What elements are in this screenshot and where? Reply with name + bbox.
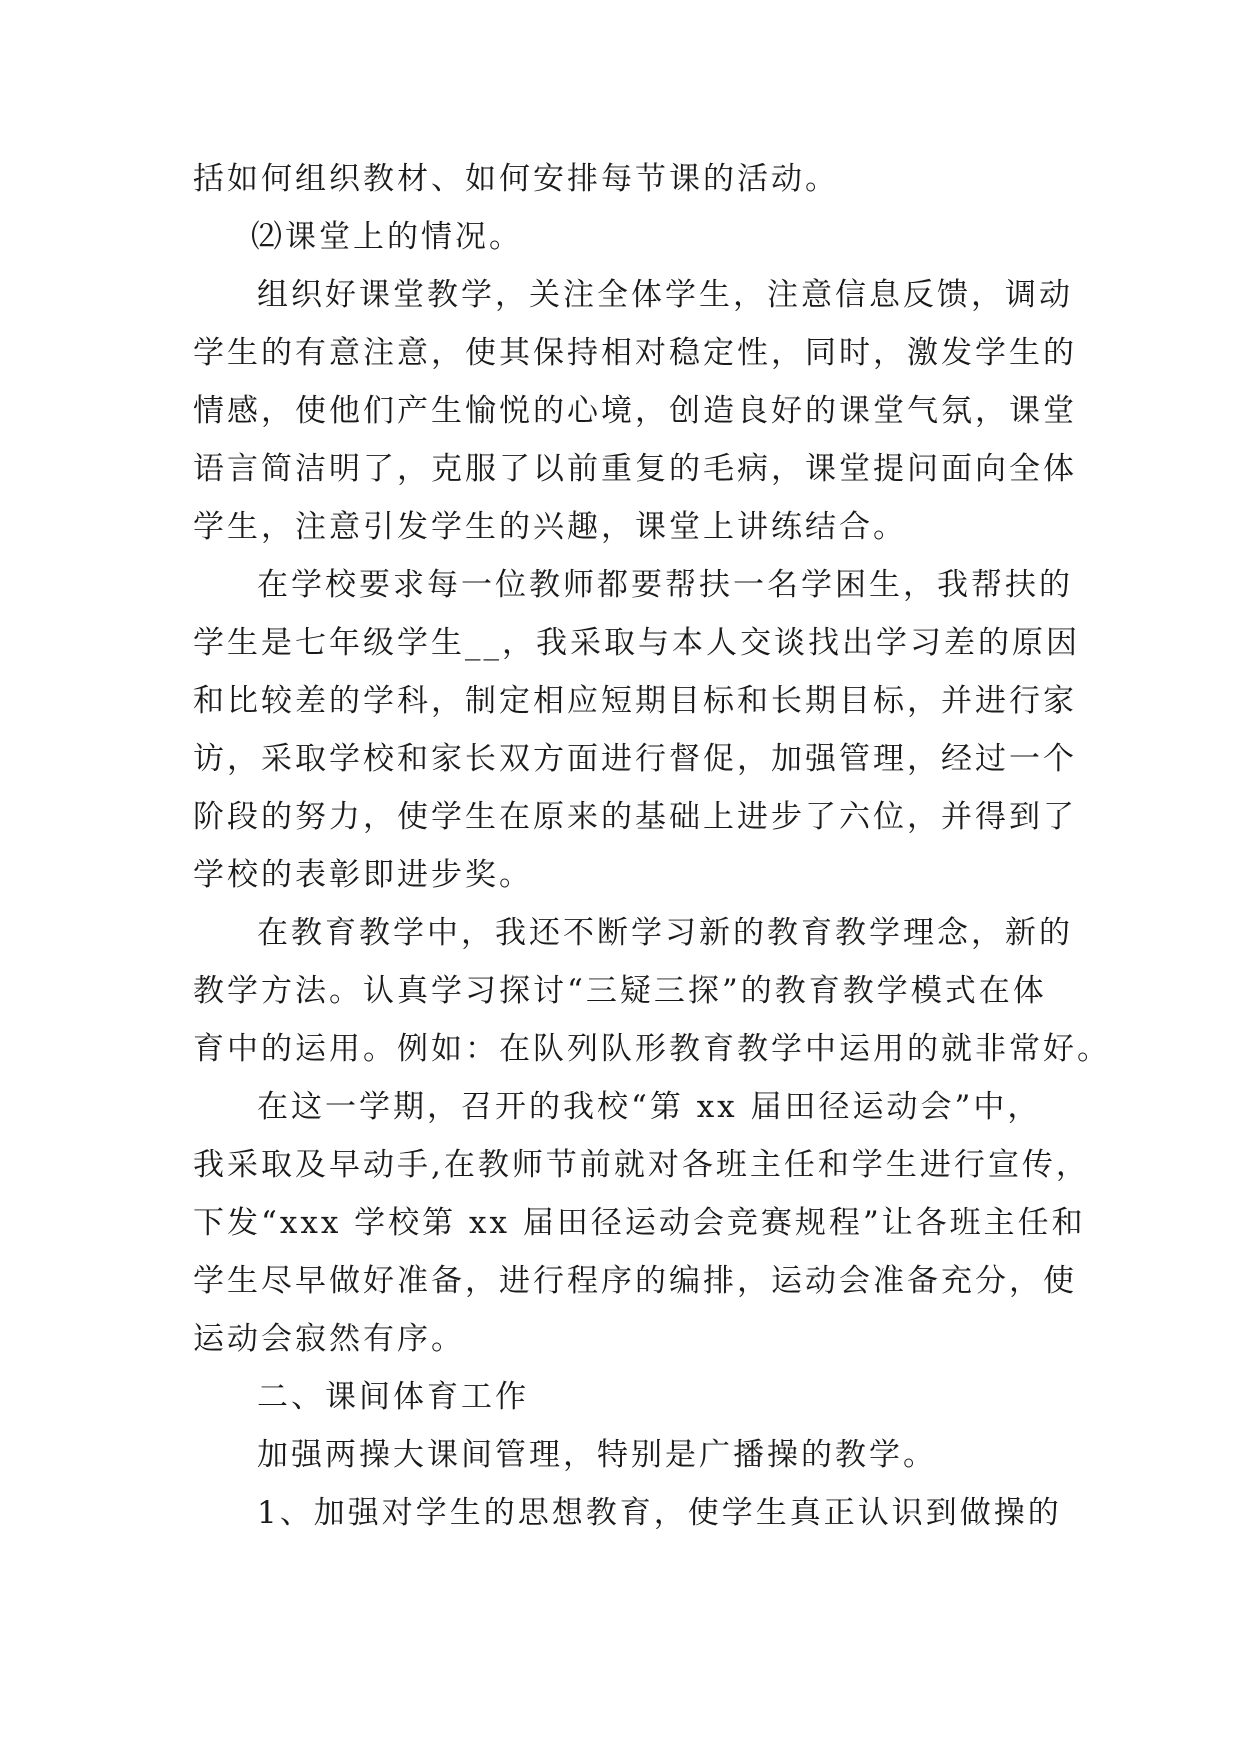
text-line-14: 在教育教学中，我还不断学习新的教育教学理念，新的 <box>257 915 1073 951</box>
text-line-21: 运动会寂然有序。 <box>193 1321 465 1357</box>
text-line-3: 组织好课堂教学，关注全体学生，注意信息反馈，调动 <box>257 277 1073 313</box>
text-line-15: 教学方法。认真学习探讨“三疑三探”的教育教学模式在体 <box>193 973 1047 1009</box>
text-line-17: 在这一学期，召开的我校“第 xx 届田径运动会”中， <box>257 1089 1042 1125</box>
text-line-16: 育中的运用。例如：在队列队形教育教学中运用的就非常好。 <box>193 1031 1111 1067</box>
text-line-5: 情感，使他们产生愉悦的心境，创造良好的课堂气氛，课堂 <box>193 393 1077 429</box>
text-line-19: 下发“xxx 学校第 xx 届田径运动会竞赛规程”让各班主任和 <box>193 1205 1086 1241</box>
document-body <box>193 150 1111 1542</box>
text-line-11: 访，采取学校和家长双方面进行督促，加强管理，经过一个 <box>193 741 1077 777</box>
text-line-24: 1、加强对学生的思想教育，使学生真正认识到做操的 <box>257 1495 1062 1531</box>
text-line-10: 和比较差的学科，制定相应短期目标和长期目标，并进行家 <box>193 683 1077 719</box>
text-line-4: 学生的有意注意，使其保持相对稳定性，同时，激发学生的 <box>193 335 1077 371</box>
text-line-18: 我采取及早动手,在教师节前就对各班主任和学生进行宣传， <box>193 1147 1090 1183</box>
text-line-1: 括如何组织教材、如何安排每节课的活动。 <box>193 161 839 197</box>
text-line-7: 学生，注意引发学生的兴趣，课堂上讲练结合。 <box>193 509 907 545</box>
text-line-20: 学生尽早做好准备，进行程序的编排，运动会准备充分，使 <box>193 1263 1077 1299</box>
section-heading: 二、课间体育工作 <box>257 1379 529 1415</box>
text-line-2: ⑵课堂上的情况。 <box>251 219 523 255</box>
text-line-13: 学校的表彰即进步奖。 <box>193 857 533 893</box>
text-line-12: 阶段的努力，使学生在原来的基础上进步了六位，并得到了 <box>193 799 1077 835</box>
text-line-9: 学生是七年级学生__，我采取与本人交谈找出学习差的原因 <box>193 625 1080 661</box>
text-line-6: 语言简洁明了，克服了以前重复的毛病，课堂提问面向全体 <box>193 451 1077 487</box>
text-line-23: 加强两操大课间管理，特别是广播操的教学。 <box>257 1437 937 1473</box>
text-line-8: 在学校要求每一位教师都要帮扶一名学困生，我帮扶的 <box>257 567 1073 603</box>
